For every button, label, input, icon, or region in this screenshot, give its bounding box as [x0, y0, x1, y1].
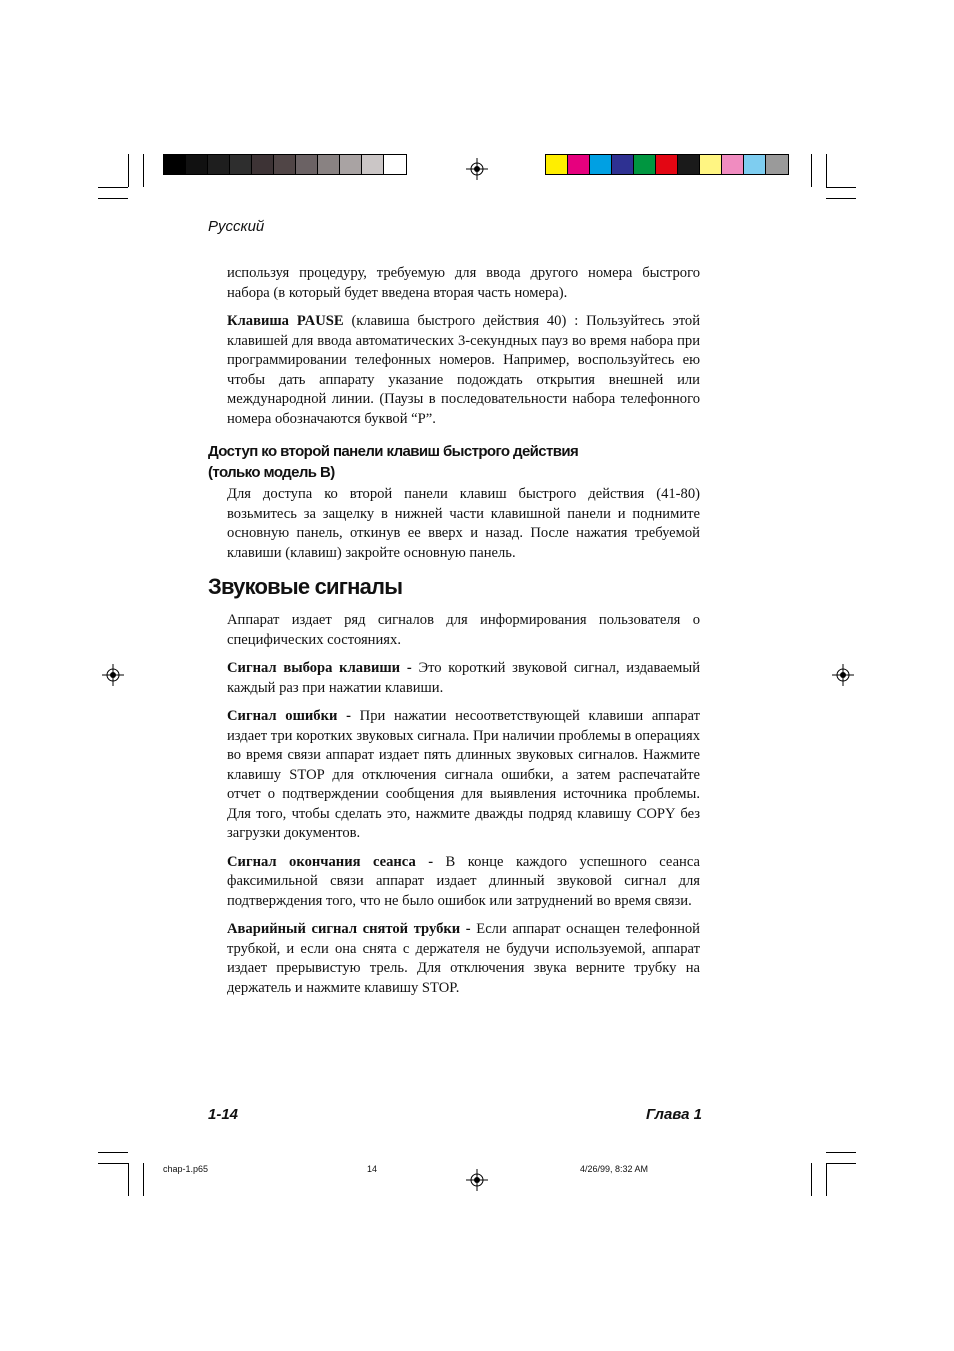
crop-mark — [826, 154, 827, 187]
slug-page: 14 — [367, 1164, 378, 1174]
term: Сигнал окончания сеанса - — [227, 853, 434, 870]
crop-mark — [98, 1152, 128, 1153]
color-swatch — [656, 155, 678, 174]
paragraph: Аппарат издает ряд сигналов для информирования пользователя о специфических состояниях. — [227, 612, 700, 648]
color-swatch — [700, 155, 722, 174]
term: Клавиша PAUSE — [227, 313, 344, 329]
paragraph: Для доступа ко второй панели клавиш быстрого действия (41-80) возьмитесь за защелку в нижней части клавишной панели и поднимите основную панель, откинув ее вверх и назад. После нажатия требуемой клавиши (клавиш) закройте основную панель. — [227, 486, 700, 561]
crop-mark — [826, 1163, 856, 1164]
color-swatch — [568, 155, 590, 174]
paragraph — [227, 853, 700, 912]
running-header: Русский — [208, 218, 265, 235]
crop-mark — [128, 154, 129, 187]
crop-mark — [98, 1163, 128, 1164]
crop-mark — [826, 198, 856, 199]
paragraph — [227, 312, 700, 429]
registration-mark-icon — [832, 664, 854, 686]
color-swatch — [678, 155, 700, 174]
color-swatch — [274, 155, 296, 174]
chapter-section-heading: Звуковые сигналы — [208, 574, 403, 599]
crop-mark — [98, 187, 128, 188]
crop-mark — [811, 154, 812, 187]
crop-mark — [143, 1163, 144, 1196]
color-swatch — [252, 155, 274, 174]
paragraph — [227, 707, 700, 844]
registration-mark-icon — [466, 1169, 488, 1191]
color-swatch — [230, 155, 252, 174]
paragraph — [227, 659, 700, 698]
crop-mark — [826, 1152, 856, 1153]
paragraph: используя процедуру, требуемую для ввода другого номера быстрого набора (в который будет введена вторая часть номера). — [227, 265, 700, 301]
panel-text — [227, 485, 700, 563]
crop-mark — [143, 154, 144, 187]
registration-mark-icon — [466, 158, 488, 180]
color-swatch — [164, 155, 186, 174]
color-swatch — [340, 155, 362, 174]
paragraph-text: Если аппарат оснащен телефонной трубкой, и если она снята с держателя не будучи используемой, аппарат издает прерывистую трель. Для отключения звука верните трубку на держатель и нажмите клавишу STOP. — [227, 921, 700, 996]
intro-text — [227, 264, 700, 429]
color-swatch — [362, 155, 384, 174]
paragraph-text: В конце каждого успешного сеанса факсимильной связи аппарат издает длинный звуковой сигнал для подтверждения того, что не было ошибок или затруднений во время связи. — [227, 853, 700, 909]
color-calibration-bar — [545, 154, 789, 175]
paragraph-text: При нажатии несоответствующей клавиши аппарат издает три коротких звуковых сигнала. При наличии проблемы в операциях во время связи аппарат издает пять длинных звуковых сигналов. Нажмите клавишу STOP для отключения сигнала ошибки, а затем распечатайте отчет о подтверждении сообщения для выявления источника проблемы. Для того, чтобы сделать это, нажмите дважды подряд клавишу COPY без загрузки документов. — [227, 708, 700, 841]
page-number: 1-14 — [208, 1106, 239, 1123]
gray-calibration-bar — [163, 154, 407, 175]
color-swatch — [612, 155, 634, 174]
term: Сигнал выбора клавиши - — [227, 660, 412, 676]
sounds-text — [227, 611, 700, 998]
term: Аварийный сигнал снятой трубки - — [227, 921, 471, 937]
heading-line: (только модель B) — [208, 464, 335, 481]
crop-mark — [811, 1163, 812, 1196]
crop-mark — [98, 198, 128, 199]
crop-mark — [128, 1163, 129, 1196]
paragraph-text: Это короткий звуковой сигнал, издаваемый каждый раз при нажатии клавиши. — [227, 660, 701, 696]
color-swatch — [318, 155, 340, 174]
crop-mark — [826, 187, 856, 188]
paragraph-text: (клавиша быстрого действия 40) : Пользуйтесь этой клавишей для ввода автоматических 3-секундных пауз во время набора при программировании телефонных номеров. Например, воспользуйтесь ею чтобы дать аппарату указание подождать открытия внешней или международной линии. (Паузы в последовательности набора телефонного номера обозначаются буквой “P”. — [227, 313, 700, 427]
color-swatch — [208, 155, 230, 174]
color-swatch — [384, 155, 406, 174]
slug-filename: chap-1.p65 — [163, 1164, 209, 1174]
crop-mark — [826, 1163, 827, 1196]
heading-line: Доступ ко второй панели клавиш быстрого действия — [208, 443, 579, 460]
color-swatch — [590, 155, 612, 174]
slug-date: 4/26/99, 8:32 AM — [580, 1164, 649, 1174]
color-swatch — [296, 155, 318, 174]
term: Сигнал ошибки - — [227, 708, 351, 724]
color-swatch — [546, 155, 568, 174]
paragraph — [227, 920, 700, 998]
section-heading — [208, 441, 708, 483]
color-swatch — [722, 155, 744, 174]
color-swatch — [634, 155, 656, 174]
color-swatch — [766, 155, 788, 174]
color-swatch — [744, 155, 766, 174]
chapter-label: Глава 1 — [646, 1106, 703, 1123]
registration-mark-icon — [102, 664, 124, 686]
color-swatch — [186, 155, 208, 174]
